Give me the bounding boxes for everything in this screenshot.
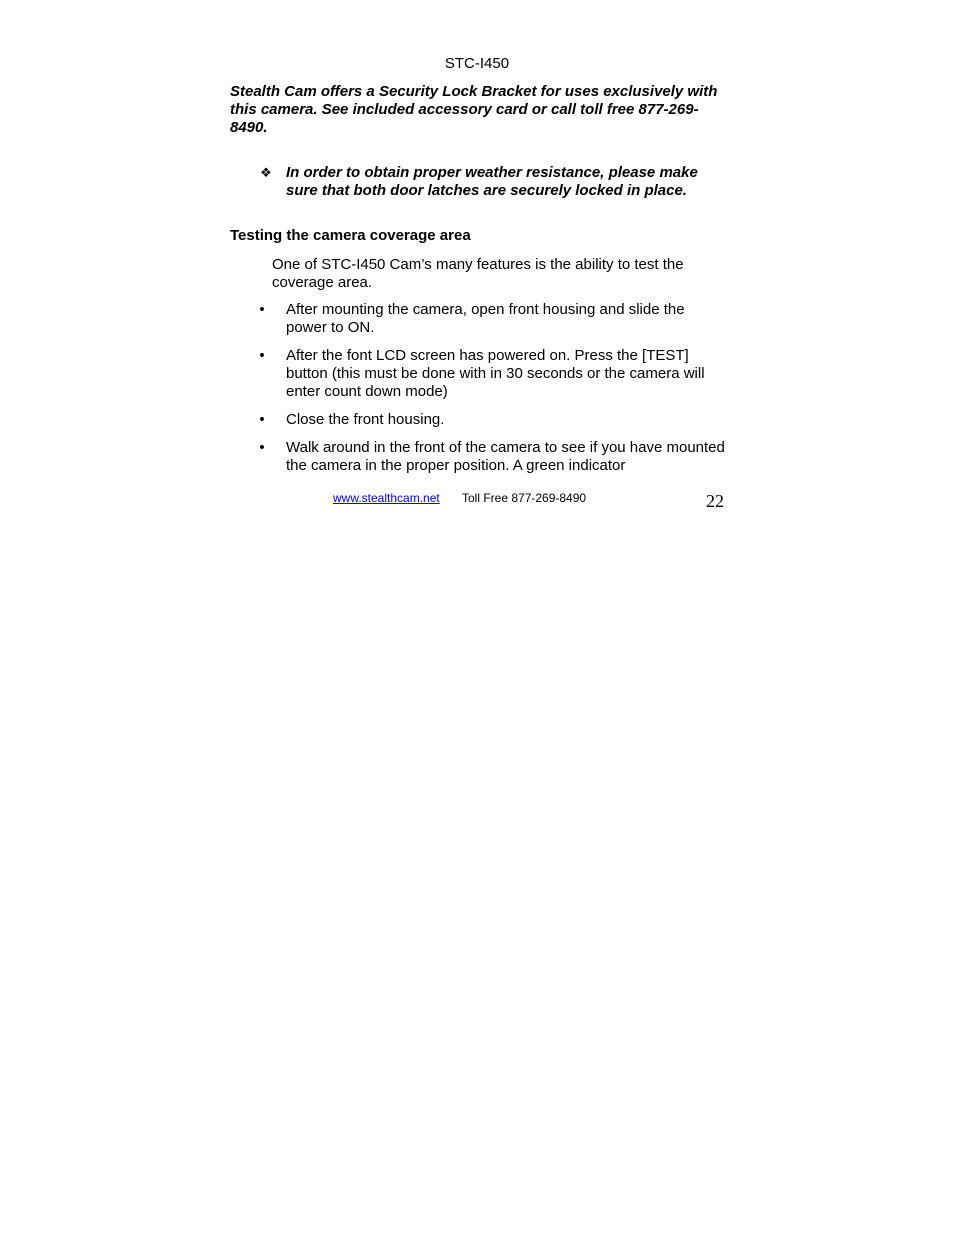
weather-resistance-text: In order to obtain proper weather resistance, please make sure that both door latches are securely locked in place. [286,164,698,199]
list-item [256,411,726,429]
page-header-model: STC-I450 [444,55,510,72]
page-number: 22 [706,491,724,511]
bullet-icon: • [259,347,265,364]
bullet-icon: • [259,439,265,456]
diamond-bullet-icon: ❖ [260,165,272,180]
section-intro: One of STC-I450 Cam’s many features is the ability to test the coverage area. [272,256,684,291]
list-item-text: After mounting the camera, open front housing and slide the power to ON. [286,301,685,336]
list-item-text: Close the front housing. [286,411,445,428]
page-footer [230,489,724,511]
website-link[interactable]: www.stealthcam.net [333,491,440,505]
list-item [256,347,726,401]
bullet-icon: • [259,301,265,318]
security-bracket-notice: Stealth Cam offers a Security Lock Bracket for uses exclusively with this camera. See included accessory card or call toll free 877-269-8490. [230,83,718,136]
list-item-text: After the font LCD screen has powered on. Press the [TEST] button (this must be done with in 30 seconds or the camera will enter count down mode) [286,347,705,400]
list-item [256,439,726,475]
section-heading: Testing the camera coverage area [230,227,471,244]
bullet-icon: • [259,411,265,428]
instruction-list [256,301,726,485]
toll-free-number: Toll Free 877-269-8490 [462,491,587,505]
list-item-text: Walk around in the front of the camera to see if you have mounted the camera in the proper position. A green indicator [286,439,725,474]
list-item [256,301,726,337]
